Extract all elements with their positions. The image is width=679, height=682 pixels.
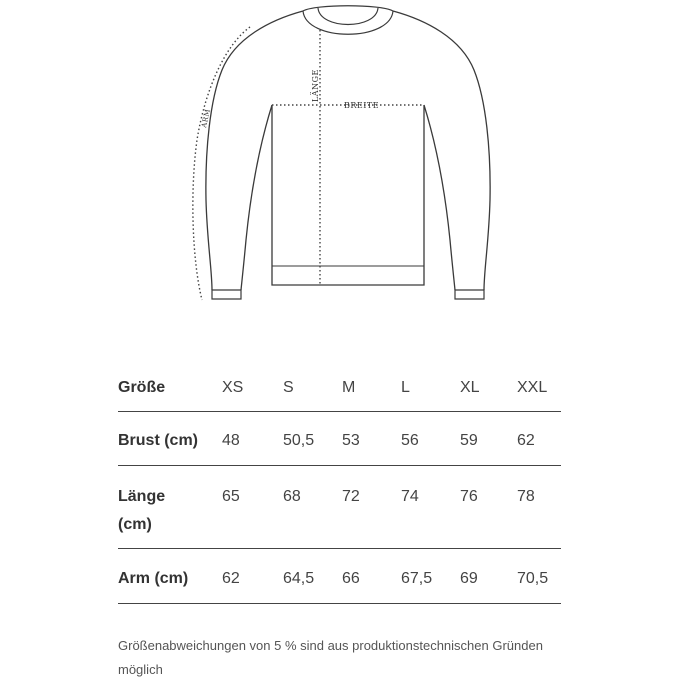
table-cell: 62 bbox=[517, 432, 535, 449]
table-cell: 50,5 bbox=[283, 432, 315, 449]
size-s: S bbox=[283, 379, 294, 396]
table-row-laenge bbox=[118, 466, 561, 549]
arm-measure-line bbox=[193, 27, 250, 300]
table-cell: 62 bbox=[222, 570, 240, 587]
sweatshirt-outline bbox=[272, 105, 424, 285]
size-xs: XS bbox=[222, 379, 244, 396]
arm-label: ARM bbox=[200, 108, 212, 129]
size-deviation-note bbox=[118, 634, 578, 682]
sweatshirt-cuff-right bbox=[455, 290, 484, 299]
sweatshirt-cuff-left bbox=[212, 290, 241, 299]
breite-label: BREITE bbox=[344, 101, 380, 110]
size-l: L bbox=[401, 379, 410, 396]
size-xxl: XXL bbox=[517, 379, 548, 396]
row-label-arm: Arm (cm) bbox=[118, 570, 189, 587]
sweatshirt-sleeves bbox=[241, 105, 455, 290]
table-cell: 64,5 bbox=[283, 570, 315, 587]
sweatshirt-diagram bbox=[0, 0, 679, 340]
table-cell: 69 bbox=[460, 570, 478, 587]
sweatshirt-shoulders bbox=[206, 11, 490, 290]
table-cell: 68 bbox=[283, 488, 301, 505]
table-cell: 56 bbox=[401, 432, 419, 449]
table-cell: 59 bbox=[460, 432, 478, 449]
table-row-arm bbox=[118, 549, 561, 604]
sweatshirt-collar bbox=[303, 6, 393, 35]
table-cell: 53 bbox=[342, 432, 360, 449]
size-table bbox=[118, 357, 561, 604]
table-cell: 67,5 bbox=[401, 570, 433, 587]
table-cell: 78 bbox=[517, 488, 535, 505]
table-cell: 65 bbox=[222, 488, 240, 505]
note-line-1: Größenabweichungen von 5 % sind aus produktionstechnischen Gründen bbox=[118, 638, 543, 653]
row-label-brust: Brust (cm) bbox=[118, 432, 199, 449]
laenge-label: LÄNGE bbox=[311, 69, 320, 102]
table-cell: 66 bbox=[342, 570, 360, 587]
table-row-brust bbox=[118, 412, 561, 466]
size-header-row bbox=[118, 357, 561, 412]
size-m: M bbox=[342, 379, 356, 396]
size-xl: XL bbox=[460, 379, 480, 396]
note-line-2: möglich bbox=[118, 662, 163, 677]
size-header-label: Größe bbox=[118, 379, 166, 396]
row-label-laenge-line1: Länge bbox=[118, 488, 166, 505]
row-label-laenge bbox=[118, 483, 222, 539]
table-cell: 74 bbox=[401, 488, 419, 505]
row-label-laenge-line2: (cm) bbox=[118, 516, 152, 533]
table-cell: 48 bbox=[222, 432, 240, 449]
table-cell: 72 bbox=[342, 488, 360, 505]
table-cell: 76 bbox=[460, 488, 478, 505]
table-cell: 70,5 bbox=[517, 570, 549, 587]
